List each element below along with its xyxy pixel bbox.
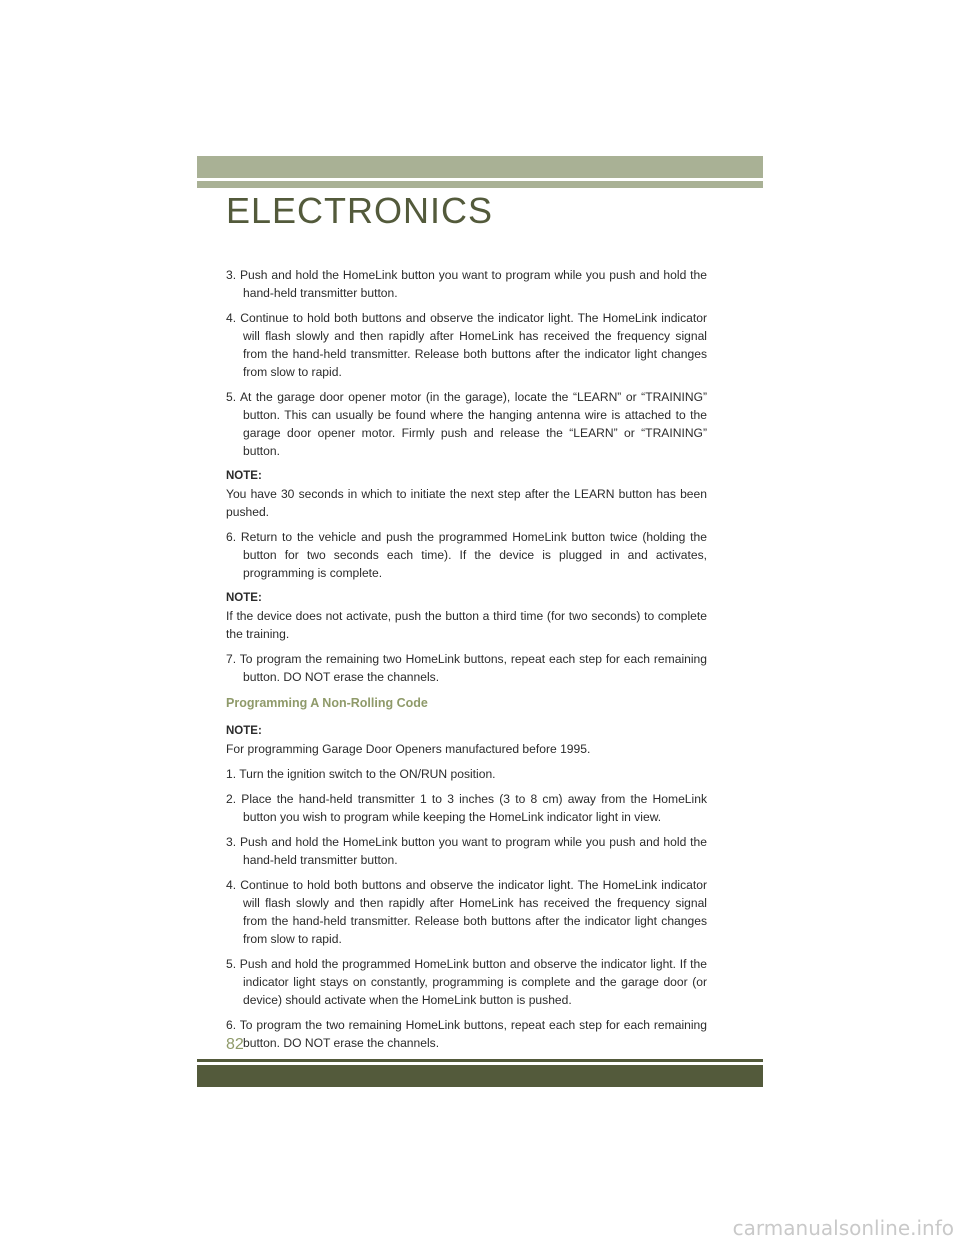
step-5: 5. At the garage door opener motor (in the garage), locate the “LEARN” or “TRAINING” button. This can usually be found where the hanging antenna wire is attached to the garage door opener motor. Firmly push and release the “LEARN” or “TRAINING” button. — [226, 390, 707, 458]
page-number: 82 — [226, 1036, 244, 1053]
header-divider — [197, 181, 763, 188]
subheading-non-rolling-code: Programming A Non-Rolling Code — [226, 696, 428, 710]
step-5: 5. Push and hold the programmed HomeLink button and observe the indicator light. If the indicator light stays on constantly, programming is complete and the garage door (or device) should activate when the HomeLink button is pushed. — [226, 957, 707, 1007]
header-band — [197, 156, 763, 178]
note-text: For programming Garage Door Openers manufactured before 1995. — [226, 742, 591, 756]
footer-divider — [197, 1059, 763, 1062]
step-2: 2. Place the hand-held transmitter 1 to 3 inches (3 to 8 cm) away from the HomeLink button you wish to program while keeping the HomeLink indicator light in view. — [226, 792, 707, 824]
watermark: carmanualsonline.info — [732, 1216, 954, 1240]
step-1: 1. Turn the ignition switch to the ON/RUN position. — [226, 767, 496, 781]
step-3: 3. Push and hold the HomeLink button you want to program while you push and hold the hand-held transmitter button. — [226, 835, 707, 867]
footer-band — [197, 1065, 763, 1087]
step-4: 4. Continue to hold both buttons and observe the indicator light. The HomeLink indicator will flash slowly and then rapidly after HomeLink has received the frequency signal from the hand-held transmitter. Release both buttons after the indicator light changes from slow to rapid. — [226, 878, 707, 946]
note-label: NOTE: — [226, 725, 262, 737]
step-4: 4. Continue to hold both buttons and observe the indicator light. The HomeLink indicator will flash slowly and then rapidly after HomeLink has received the frequency signal from the hand-held transmitter. Release both buttons after the indicator light changes from slow to rapid. — [226, 311, 707, 379]
step-6: 6. To program the two remaining HomeLink buttons, repeat each step for each remaining button. DO NOT erase the channels. — [226, 1018, 707, 1050]
note-text: You have 30 seconds in which to initiate the next step after the LEARN button has been pushed. — [226, 487, 707, 519]
note-label: NOTE: — [226, 592, 262, 604]
step-7: 7. To program the remaining two HomeLink buttons, repeat each step for each remaining button. DO NOT erase the channels. — [226, 652, 707, 684]
note-text: If the device does not activate, push the button a third time (for two seconds) to complete the training. — [226, 609, 707, 641]
step-3: 3. Push and hold the HomeLink button you want to program while you push and hold the hand-held transmitter button. — [226, 268, 707, 300]
section-title: ELECTRONICS — [226, 190, 494, 231]
page-body — [226, 266, 707, 1059]
note-label: NOTE: — [226, 470, 262, 482]
step-6: 6. Return to the vehicle and push the programmed HomeLink button twice (holding the button for two seconds each time). If the device is plugged in and activates, programming is complete. — [226, 530, 707, 580]
